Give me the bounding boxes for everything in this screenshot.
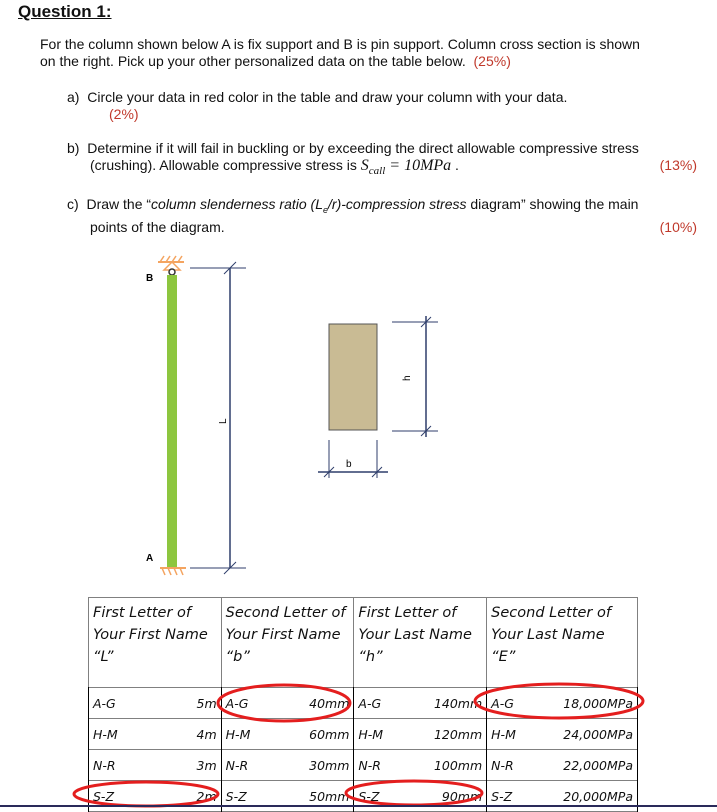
value-cell: 20,000MPa xyxy=(543,781,638,812)
value-cell: 5m xyxy=(159,688,221,719)
range-cell: H-M xyxy=(354,719,425,750)
label-l: L xyxy=(218,418,229,424)
value-cell: 3m xyxy=(159,750,221,781)
bottom-rule xyxy=(0,805,717,807)
value-cell: 90mm xyxy=(425,781,487,812)
range-cell: N-R xyxy=(89,750,160,781)
range-cell: H-M xyxy=(221,719,292,750)
value-cell: 60mm xyxy=(292,719,354,750)
range-cell: N-R xyxy=(487,750,543,781)
item-b: b) Determine if it will fail in buckling or by exceeding the direct allowable compressive stress (crushing). Allowable compressive stress is $S_{call} = 10MPa$ . (13%) xyxy=(67,140,697,178)
value-cell: 24,000MPa xyxy=(543,719,638,750)
item-a-points: (2%) xyxy=(109,106,139,122)
item-c: c) Draw the “column slenderness ratio $(L_e/r)$-compression stress diagram” showing the main points of the diagram. (10%) xyxy=(67,196,697,235)
value-cell: 100mm xyxy=(425,750,487,781)
value-cell: 140mm xyxy=(425,688,487,719)
range-cell: N-R xyxy=(221,750,292,781)
label-b-dim: b xyxy=(346,459,352,470)
value-cell: 50mm xyxy=(292,781,354,812)
range-cell: A-G xyxy=(487,688,543,719)
value-cell: 120mm xyxy=(425,719,487,750)
value-cell: 4m xyxy=(159,719,221,750)
item-c-points: (10%) xyxy=(659,218,697,235)
range-cell: S-Z xyxy=(89,781,160,812)
circle-e-18000 xyxy=(475,684,643,718)
range-cell: N-R xyxy=(354,750,425,781)
item-a: a) Circle your data in red color in the table and draw your column with your data. (2%) xyxy=(67,89,697,123)
intro-line-2: on the right. Pick up your other personalized data on the table below. (25%) xyxy=(40,53,511,69)
question-title: Question 1: xyxy=(18,2,112,21)
label-h: h xyxy=(402,375,413,381)
range-cell: A-G xyxy=(354,688,425,719)
header-l: First Letter of Your First Name “L” xyxy=(89,598,222,688)
circle-l-2m xyxy=(74,782,218,806)
item-b-points: (13%) xyxy=(659,157,697,173)
range-cell: A-G xyxy=(89,688,160,719)
range-cell: A-G xyxy=(221,688,292,719)
label-b: B xyxy=(146,273,154,284)
label-a: A xyxy=(146,553,154,564)
value-cell: 2m xyxy=(159,781,221,812)
range-cell: S-Z xyxy=(221,781,292,812)
header-e: Second Letter of Your Last Name “E” xyxy=(487,598,638,688)
intro-points: (25%) xyxy=(473,53,511,69)
range-cell: S-Z xyxy=(487,781,543,812)
value-cell: 40mm xyxy=(292,688,354,719)
value-cell: 22,000MPa xyxy=(543,750,638,781)
range-cell: H-M xyxy=(89,719,160,750)
value-cell: 18,000MPa xyxy=(543,688,638,719)
intro-line-1: For the column shown below A is fix support and B is pin support. Column cross section is shown xyxy=(40,36,640,52)
circle-h-90mm xyxy=(346,781,482,805)
value-cell: 30mm xyxy=(292,750,354,781)
formula: $S_{call} = 10MPa$ xyxy=(360,157,452,178)
circle-b-40mm xyxy=(218,685,350,721)
header-b: Second Letter of Your First Name “b” xyxy=(221,598,354,688)
range-cell: H-M xyxy=(487,719,543,750)
range-cell: S-Z xyxy=(354,781,425,812)
header-h: First Letter of Your Last Name “h” xyxy=(354,598,487,688)
